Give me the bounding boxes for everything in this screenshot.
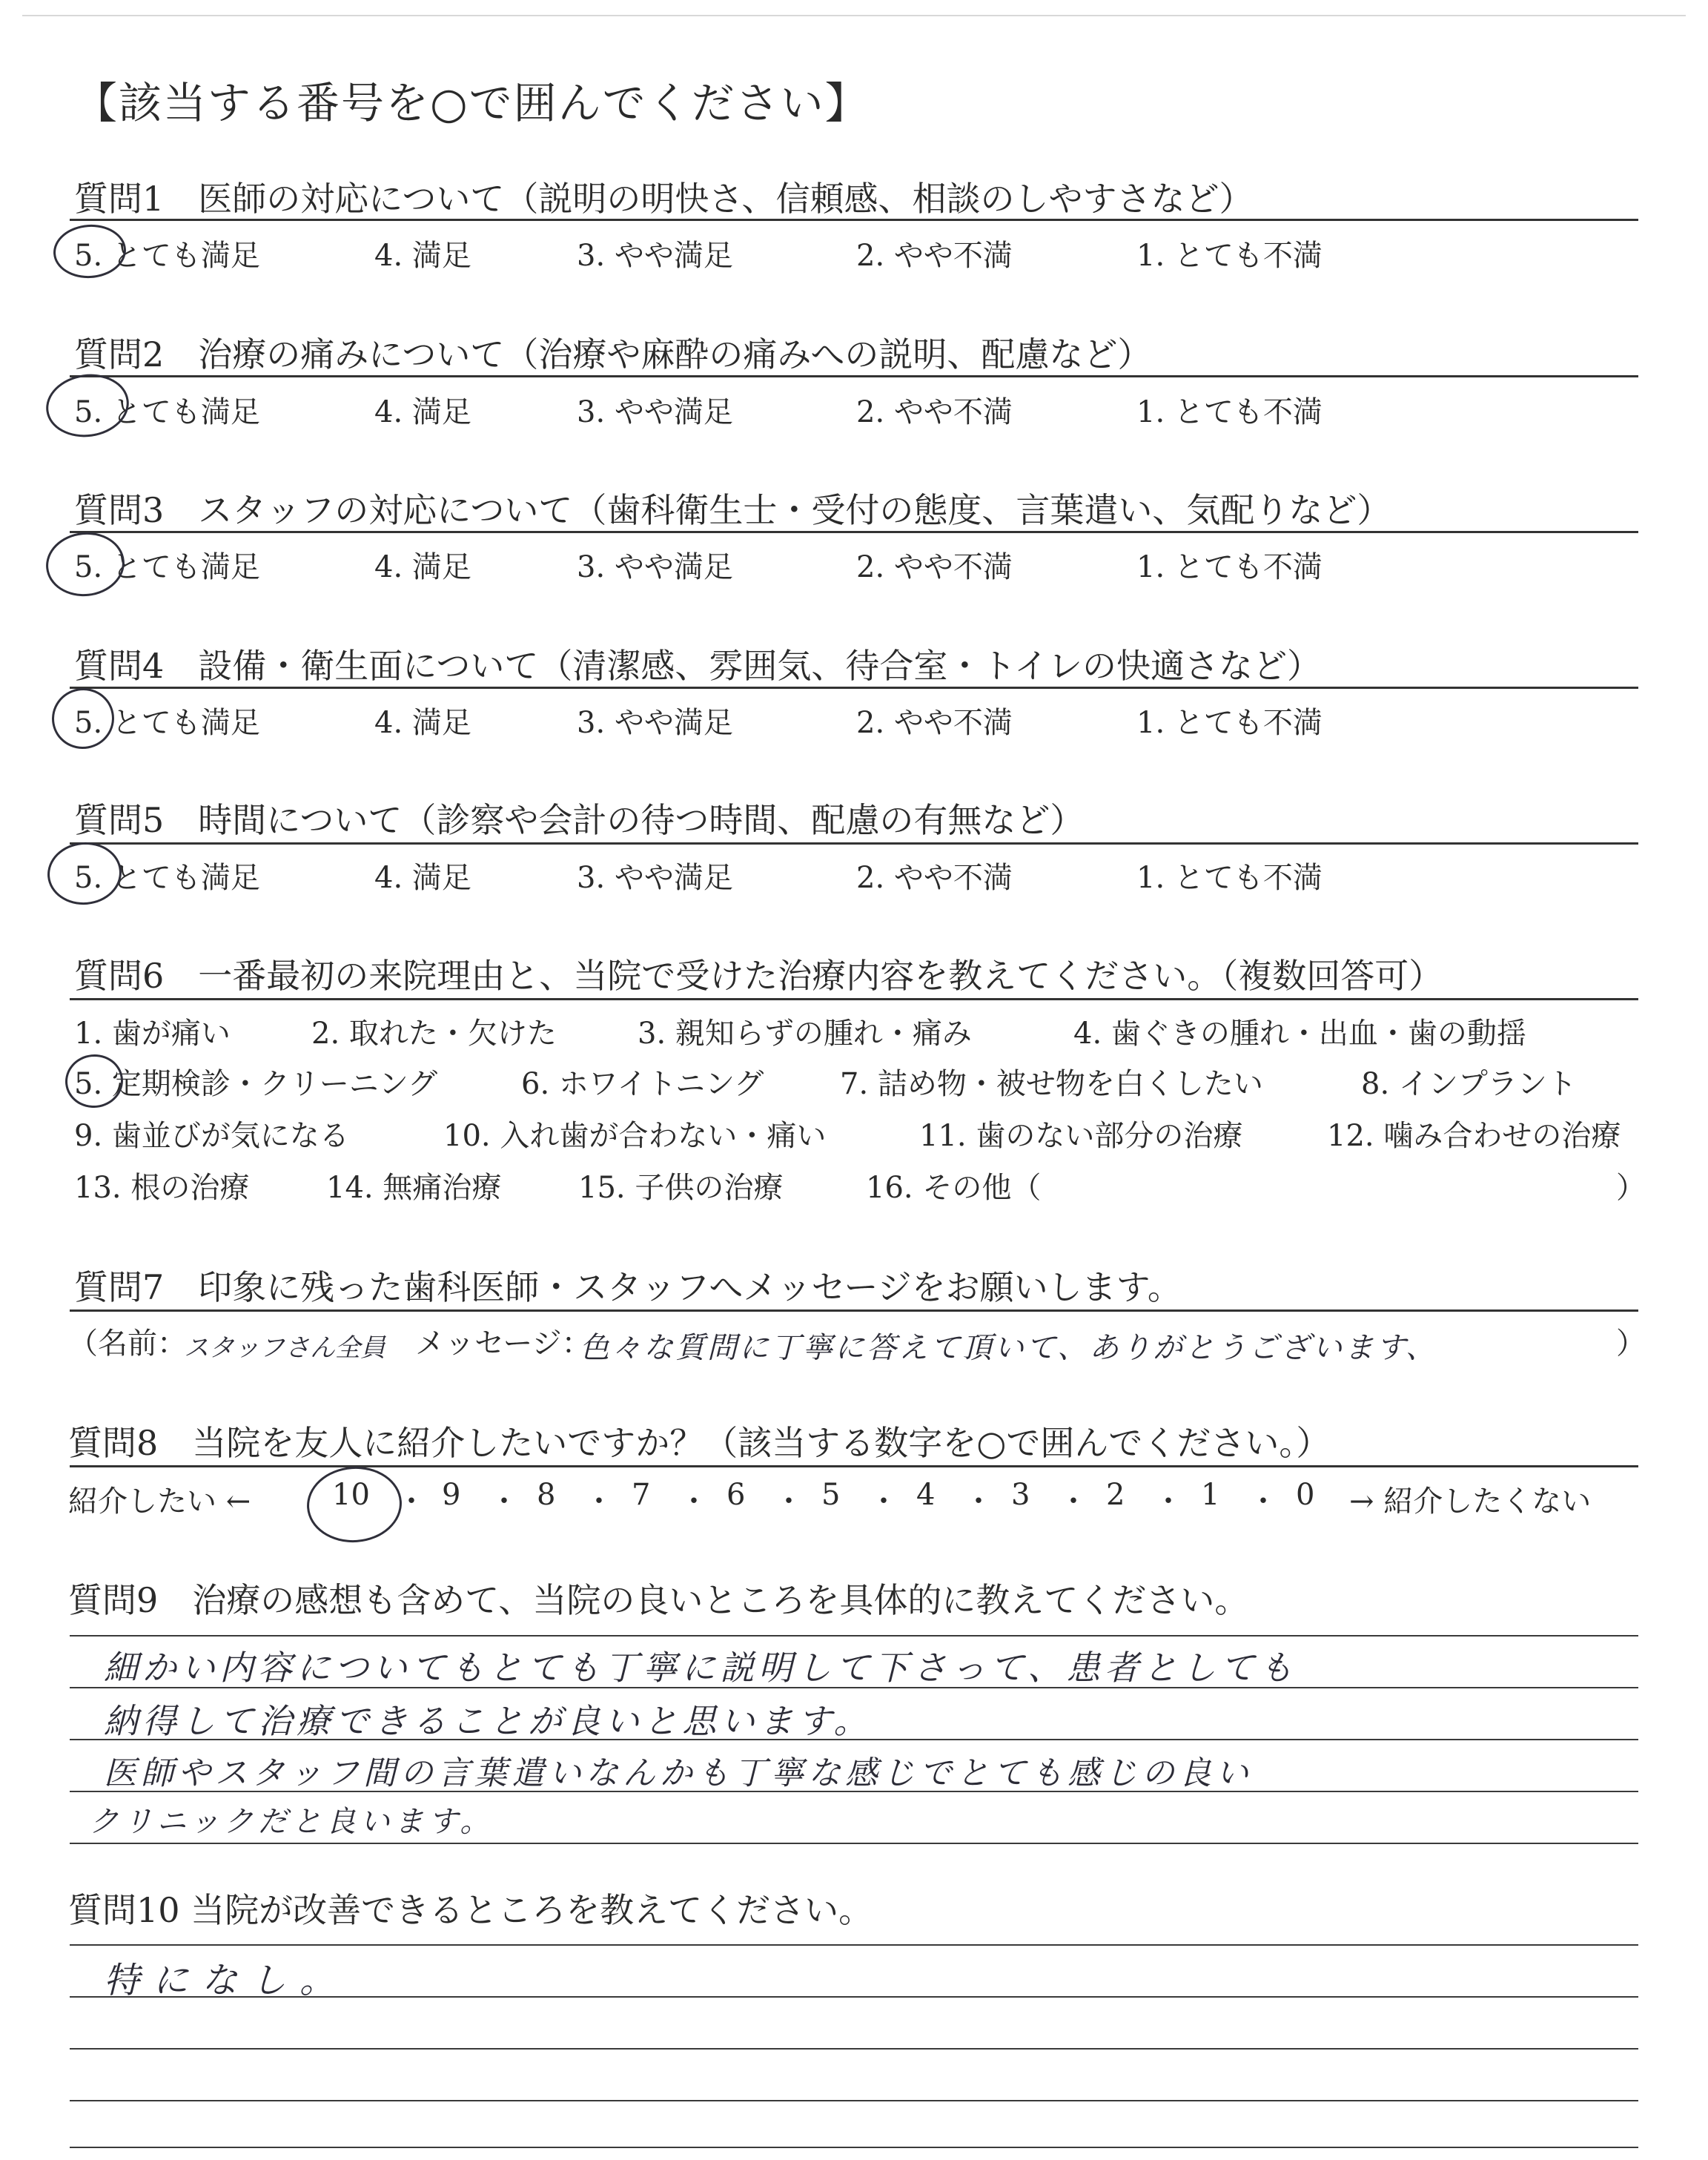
q6-option-10[interactable]: 10. 入れ歯が合わない・痛い [443,1119,827,1153]
question-4-rule [70,687,1638,689]
q6-option-8[interactable]: 8. インプラント [1361,1067,1577,1101]
q6-option-4[interactable]: 4. 歯ぐきの腫れ・出血・歯の動揺 [1073,1017,1526,1051]
question-6-title: 質問6 一番最初の来院理由と、当院で受けた治療内容を教えてください。（複数回答可） [74,956,1443,996]
q8-scale-dot: ・ [679,1484,709,1519]
q8-selected-circle [305,1464,405,1546]
q6-option-9[interactable]: 9. 歯並びが気になる [74,1119,349,1153]
q2-option-2[interactable]: 2. やや不満 [856,395,1013,429]
q8-scale-dot: ・ [1248,1484,1278,1519]
q6-option-2[interactable]: 2. 取れた・欠けた [311,1017,557,1051]
q8-scale-dot: ・ [774,1484,804,1519]
q8-right-label: → 紹介したくない [1349,1484,1592,1519]
question-3-title: 質問3 スタッフの対応について（歯科衛生士・受付の態度、言葉遣い、気配りなど） [74,490,1391,530]
question-2-rule [70,375,1638,377]
q5-selected-circle [45,839,125,908]
q8-scale-dot: ・ [964,1484,993,1519]
q5-option-3[interactable]: 3. やや満足 [577,861,733,895]
q3-option-4[interactable]: 4. 満足 [374,550,471,584]
q3-selected-circle [43,529,128,601]
question-5-title: 質問5 時間について（診察や会計の待つ時間、配慮の有無など） [74,800,1085,840]
question-6-rule [70,998,1638,1000]
q2-option-4[interactable]: 4. 満足 [374,395,471,429]
q6-option-5[interactable]: 5. 定期検診・クリーニング [74,1067,438,1101]
q8-scale-dot: ・ [489,1484,519,1519]
q8-scale-dot: ・ [584,1484,614,1519]
q3-option-3[interactable]: 3. やや満足 [577,550,733,584]
q4-option-5[interactable]: 5. とても満足 [74,706,260,740]
q8-scale-1[interactable]: 1 [1201,1478,1220,1512]
q6-option-7[interactable]: 7. 詰め物・被せ物を白くしたい [840,1067,1263,1101]
q1-option-2[interactable]: 2. やや不満 [856,239,1013,273]
answer-line [70,1944,1638,1946]
q8-scale-8[interactable]: 8 [537,1478,556,1512]
question-8-title: 質問8 当院を友人に紹介したいですか？（該当する数字を○で囲んでください。） [68,1423,1331,1463]
q8-scale-dot: ・ [1153,1484,1183,1519]
q9-answer-line-4[interactable]: クリニックだと良います。 [89,1805,494,1839]
q2-selected-circle [42,369,133,443]
q8-scale-dot: ・ [1059,1484,1088,1519]
scan-edge [22,15,1686,16]
answer-line [70,2100,1638,2101]
answer-line [70,2048,1638,2050]
q4-option-2[interactable]: 2. やや不満 [856,706,1013,740]
answer-line [70,1635,1638,1636]
q6-option-11[interactable]: 11. 歯のない部分の治療 [919,1119,1243,1153]
q9-answer-line-1[interactable]: 細かい内容についてもとても丁寧に説明して下さって、患者としても [104,1648,1298,1688]
q8-scale-dot: ・ [869,1484,898,1519]
q7-name-handwritten[interactable]: スタッフさん全員 [184,1333,385,1363]
q5-option-2[interactable]: 2. やや不満 [856,861,1013,895]
q8-scale-4[interactable]: 4 [916,1478,936,1512]
question-4-title: 質問4 設備・衛生面について（清潔感、雰囲気、待合室・トイレの快適さなど） [74,646,1322,686]
q6-other-close-paren: ） [1616,1171,1646,1205]
q6-option-16[interactable]: 16. その他（ [866,1171,1042,1205]
q6-option-1[interactable]: 1. 歯が痛い [74,1017,231,1051]
q4-option-1[interactable]: 1. とても不満 [1136,706,1323,740]
q4-option-4[interactable]: 4. 満足 [374,706,471,740]
q5-option-4[interactable]: 4. 満足 [374,861,471,895]
q3-option-5[interactable]: 5. とても満足 [74,550,260,584]
q9-answer-line-2[interactable]: 納得して治療できることが良いと思います。 [104,1701,873,1741]
q8-left-label: 紹介したい ← [68,1484,251,1519]
q8-scale-0[interactable]: 0 [1296,1478,1315,1512]
q5-option-1[interactable]: 1. とても不満 [1136,861,1323,895]
question-7-title: 質問7 印象に残った歯科医師・スタッフへメッセージをお願いします。 [74,1267,1182,1307]
q6-option-3[interactable]: 3. 親知らずの腫れ・痛み [638,1017,972,1051]
q7-message-handwritten[interactable]: 色々な質問に丁寧に答えて頂いて、ありがとうございます、 [580,1331,1437,1365]
q1-option-1[interactable]: 1. とても不満 [1136,239,1323,273]
q5-option-5[interactable]: 5. とても満足 [74,861,260,895]
q6-option-15[interactable]: 15. 子供の治療 [578,1171,784,1205]
q6-option-14[interactable]: 14. 無痛治療 [326,1171,502,1205]
q9-answer-line-3[interactable]: 医師やスタッフ間の言葉遣いなんかも丁寧な感じでとても感じの良い [104,1754,1253,1792]
q8-scale-5[interactable]: 5 [821,1478,841,1512]
question-7-rule [70,1309,1638,1312]
q2-option-3[interactable]: 3. やや満足 [577,395,733,429]
q2-option-1[interactable]: 1. とても不満 [1136,395,1323,429]
q2-option-5[interactable]: 5. とても満足 [74,395,260,429]
q8-scale-10[interactable]: 10 [332,1478,370,1512]
q7-message-label: メッセージ： [415,1327,592,1361]
q3-option-1[interactable]: 1. とても不満 [1136,550,1323,584]
page-title: 【該当する番号を○で囲んでください】 [74,78,870,128]
q4-selected-circle [47,683,119,753]
q7-close-paren: ） [1616,1327,1646,1361]
q6-option-12[interactable]: 12. 噛み合わせの治療 [1327,1119,1621,1153]
question-3-rule [70,531,1638,533]
question-5-rule [70,842,1638,845]
question-9-title: 質問9 治療の感想も含めて、当院の良いところを具体的に教えてください。 [68,1580,1249,1620]
q8-scale-2[interactable]: 2 [1106,1478,1125,1512]
q8-scale-dot: ・ [397,1484,426,1519]
q4-option-3[interactable]: 3. やや満足 [577,706,733,740]
q3-option-2[interactable]: 2. やや不満 [856,550,1013,584]
q8-scale-3[interactable]: 3 [1011,1478,1030,1512]
q8-scale-9[interactable]: 9 [442,1478,461,1512]
q1-option-3[interactable]: 3. やや満足 [577,239,733,273]
q7-name-label: （名前： [68,1327,187,1361]
q10-answer-line-1[interactable]: 特になし。 [104,1960,349,2001]
question-8-rule [70,1465,1638,1467]
q6-option-6[interactable]: 6. ホワイトニング [521,1067,764,1101]
question-2-title: 質問2 治療の痛みについて（治療や麻酔の痛みへの説明、配慮など） [74,334,1152,374]
answer-line [70,1843,1638,1844]
question-1-title: 質問1 医師の対応について（説明の明快さ、信頼感、相談のしやすさなど） [74,179,1254,219]
q8-scale-7[interactable]: 7 [632,1478,651,1512]
q1-option-5[interactable]: 5. とても満足 [74,239,260,273]
q1-option-4[interactable]: 4. 満足 [374,239,471,273]
question-10-title: 質問10 当院が改善できるところを教えてください。 [68,1890,873,1930]
question-1-rule [70,219,1638,221]
q8-scale-6[interactable]: 6 [726,1478,746,1512]
q6-option-13[interactable]: 13. 根の治療 [74,1171,250,1205]
answer-line [70,2147,1638,2148]
